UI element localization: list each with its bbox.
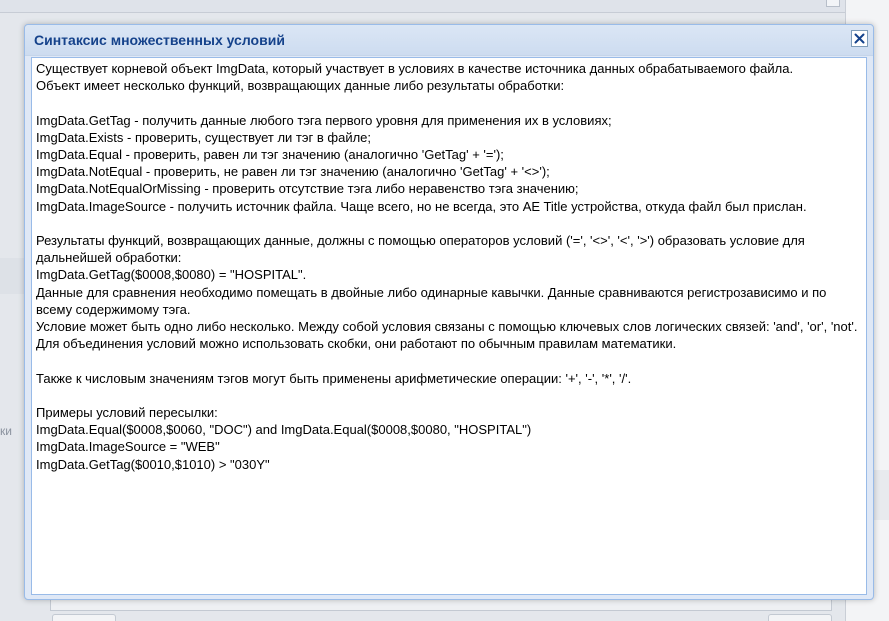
background-left-label: ки: [0, 424, 12, 438]
dialog-title: Синтаксис множественных условий: [34, 32, 285, 48]
help-text: Существует корневой объект ImgData, который участвует в условиях в качестве источника данных обрабатываемого файла. Объект имеет несколько функций, возвращающих данные либо результаты обработки: ImgData.GetTag - получить данные любого тэга первого уровня для применения их в условиях; ImgData.Exists - проверить, существует ли тэг в файле; ImgData.Equal - проверить, равен ли тэг значению (аналогично 'GetTag' + '='); ImgData.NotEqual - проверить, не равен ли тэг значению (аналогично 'GetTag' + '<>'); ImgData.NotEqualOrMissing - проверить отсутствие тэга либо неравенство тэга значению; ImgData.ImageSource - получить источник файла. Чаще всего, но не всегда, это AE Title устройства, откуда файл был прислан. Результаты функций, возвращающих данные, должны с помощью операторов условий ('=', '<>', '<', '>') образовать условие для дальнейшей обработки: ImgData.GetTag($0008,$0080) = "HOSPITAL". Данные для сравнения необходимо помещать в двойные либо одинарные кавычки. Данные сравниваются регистрозависимо и по всему содержимому тэга. Условие может быть одно либо несколько. Между собой условия связаны с помощью ключевых слов логических связей: 'and', 'or', 'not'. Для объединения условий можно использовать скобки, они работают по обычным правилам математики. Также к числовым значениям тэгов могут быть применены арифметические операции: '+', '-', '*', '/'. Примеры условий пересылки: ImgData.Equal($0008,$0060, "DOC") and ImgData.Equal($0008,$0080, "HOSPITAL") ImgData.ImageSource = "WEB" ImgData.GetTag($0010,$1010) > "030Y": [36, 61, 858, 472]
background-bottom-button-left: [52, 614, 116, 621]
dialog-body: [31, 57, 867, 595]
background-bottom-button-right: [768, 614, 832, 621]
background-scroll-button: [826, 0, 840, 7]
background-bottom-strip: [50, 600, 832, 611]
close-icon: [854, 33, 865, 44]
syntax-help-dialog: [24, 24, 874, 600]
dialog-header: [25, 25, 873, 56]
close-button[interactable]: [851, 30, 868, 47]
background-left-selected-row: [0, 258, 24, 294]
background-top-panel: [0, 0, 845, 13]
